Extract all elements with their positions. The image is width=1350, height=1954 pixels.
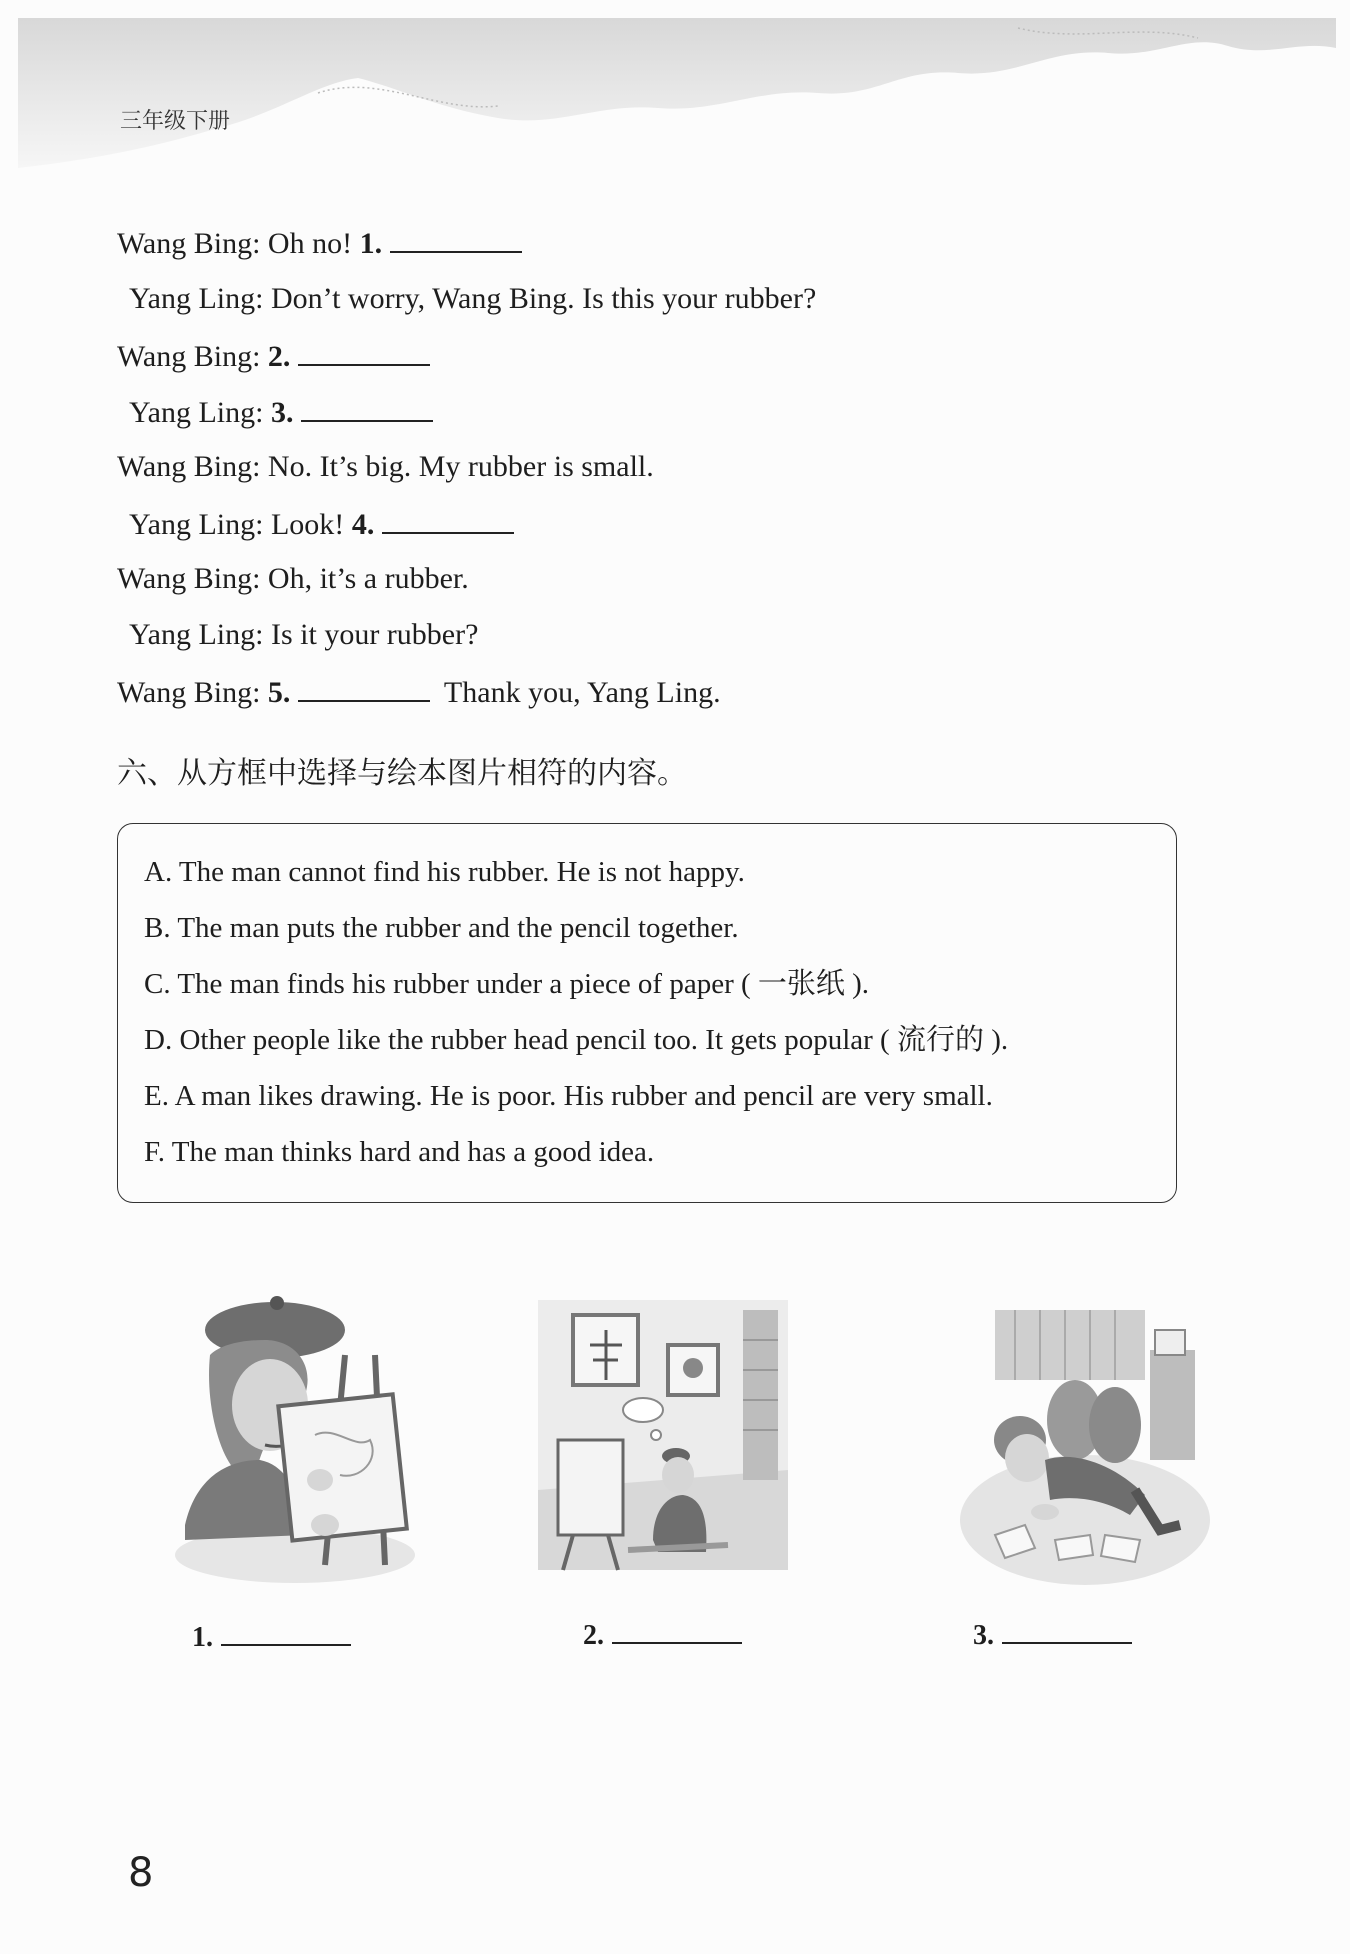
option-e: E. A man likes drawing. He is poor. His rubber and pencil are very small.: [144, 1080, 993, 1112]
speaker: Yang Ling:: [129, 508, 264, 541]
blank-number: 4.: [351, 508, 375, 541]
option-f: F. The man thinks hard and has a good idea.: [144, 1136, 655, 1168]
header-cloud-band: [18, 18, 1336, 168]
picture-number: 2.: [583, 1620, 604, 1651]
dialogue-line-1: [117, 227, 522, 259]
picture-1-label: [192, 1620, 351, 1652]
blank-number: 1.: [359, 227, 383, 260]
man-thinking-in-room-illustration: [528, 1290, 798, 1580]
option-c: C. The man finds his rubber under a piece of paper ( 一张纸 ).: [144, 968, 870, 1000]
speaker: Wang Bing:: [117, 227, 261, 260]
option-a: A. The man cannot find his rubber. He is not happy.: [144, 856, 745, 888]
dialogue-line-2: [129, 284, 816, 314]
answer-blank[interactable]: [301, 396, 433, 422]
answer-blank[interactable]: [298, 676, 430, 702]
line-text: Oh, it’s a rubber.: [267, 562, 469, 595]
speaker: Wang Bing:: [117, 450, 261, 483]
picture-answer-blank[interactable]: [612, 1618, 742, 1644]
speaker: Yang Ling:: [129, 396, 264, 429]
answer-blank[interactable]: [390, 227, 522, 253]
blank-number: 3.: [270, 396, 294, 429]
line-text: Oh no!: [267, 227, 353, 260]
dialogue-line-8: [129, 620, 478, 650]
line-text: Is it your rubber?: [270, 618, 479, 651]
blank-number: 5.: [267, 676, 291, 709]
picture-number: 3.: [973, 1620, 994, 1651]
dialogue-line-5: [117, 452, 654, 482]
painter-at-easel-illustration: [165, 1285, 425, 1585]
dialogue-line-4: [129, 396, 433, 428]
dialogue-line-3: [117, 340, 430, 372]
picture-answer-blank[interactable]: [221, 1620, 351, 1646]
picture-2-label: [583, 1618, 742, 1650]
page-number: 8: [128, 1850, 154, 1896]
answer-blank[interactable]: [382, 508, 514, 534]
grade-label: 三年级下册: [120, 109, 231, 134]
speaker: Yang Ling:: [129, 282, 264, 315]
line-text: Don’t worry, Wang Bing. Is this your rubber?: [270, 282, 817, 315]
option-box: [117, 823, 1177, 1203]
picture-number: 1.: [192, 1622, 213, 1653]
section-title: 六、从方框中选择与绘本图片相符的内容。: [117, 756, 687, 791]
line-text: Look!: [270, 508, 345, 541]
speaker: Wang Bing:: [117, 676, 261, 709]
answer-blank[interactable]: [298, 340, 430, 366]
line-text: No. It’s big. My rubber is small.: [267, 450, 654, 483]
picture-answer-blank[interactable]: [1002, 1618, 1132, 1644]
speaker: Yang Ling:: [129, 618, 264, 651]
option-b: B. The man puts the rubber and the pencil together.: [144, 912, 739, 944]
speaker: Wang Bing:: [117, 562, 261, 595]
dialogue-line-7: [117, 564, 469, 594]
picture-3-label: [973, 1618, 1132, 1650]
blank-number: 2.: [267, 340, 291, 373]
man-searching-floor-illustration: [955, 1290, 1215, 1590]
speaker: Wang Bing:: [117, 340, 261, 373]
line-text: Thank you, Yang Ling.: [443, 676, 721, 709]
option-d: D. Other people like the rubber head pencil too. It gets popular ( 流行的 ).: [144, 1024, 1009, 1056]
dialogue-line-6: [129, 508, 514, 540]
dialogue-line-9: [117, 676, 721, 708]
